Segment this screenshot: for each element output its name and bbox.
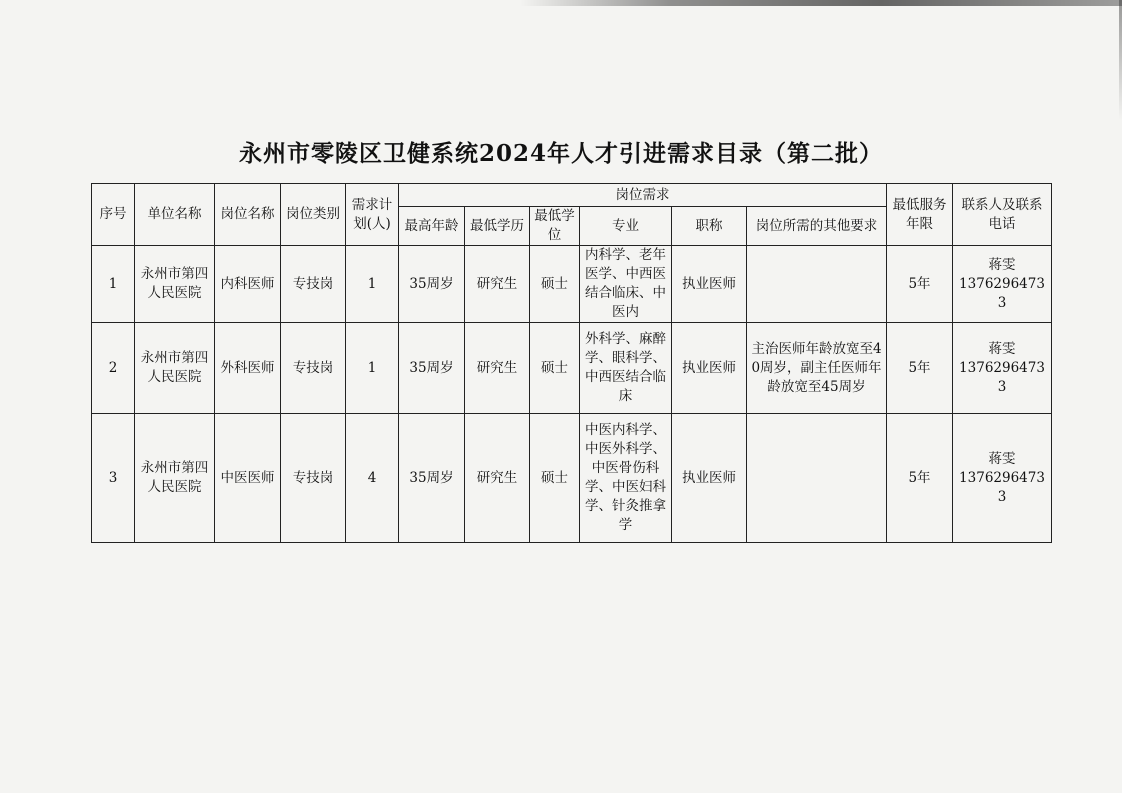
cell-contact bbox=[953, 414, 1052, 543]
cell-title-rank: 执业医师 bbox=[672, 323, 747, 414]
contact-name: 蒋雯 bbox=[988, 256, 1016, 273]
cell-min-service: 5年 bbox=[887, 323, 953, 414]
cell-min-degree: 硕士 bbox=[530, 323, 580, 414]
header-post-type: 岗位类别 bbox=[281, 184, 346, 246]
cell-post-type: 专技岗 bbox=[281, 414, 346, 543]
cell-seq: 1 bbox=[92, 246, 135, 323]
cell-other-req bbox=[747, 246, 887, 323]
cell-min-service: 5年 bbox=[887, 246, 953, 323]
cell-min-edu: 研究生 bbox=[465, 414, 530, 543]
cell-demand: 1 bbox=[346, 323, 399, 414]
cell-contact bbox=[953, 246, 1052, 323]
cell-seq: 3 bbox=[92, 414, 135, 543]
cell-title-rank: 执业医师 bbox=[672, 246, 747, 323]
header-demand: 需求计划(人) bbox=[346, 184, 399, 246]
contact-phone: 13762964733 bbox=[959, 359, 1045, 395]
table-body bbox=[92, 246, 1052, 543]
cell-max-age: 35周岁 bbox=[399, 246, 465, 323]
cell-unit: 永州市第四人民医院 bbox=[135, 246, 215, 323]
cell-post-name: 内科医师 bbox=[215, 246, 281, 323]
cell-min-edu: 研究生 bbox=[465, 246, 530, 323]
header-min-service: 最低服务年限 bbox=[887, 184, 953, 246]
contact-phone: 13762964733 bbox=[959, 469, 1045, 505]
cell-max-age: 35周岁 bbox=[399, 323, 465, 414]
cell-title-rank: 执业医师 bbox=[672, 414, 747, 543]
contact-name: 蒋雯 bbox=[988, 340, 1016, 357]
cell-seq: 2 bbox=[92, 323, 135, 414]
contact-phone: 13762964733 bbox=[959, 275, 1045, 311]
requirements-table bbox=[91, 183, 1052, 543]
header-major: 专业 bbox=[580, 207, 672, 246]
table-row bbox=[92, 414, 1052, 543]
scan-edge-shadow bbox=[520, 0, 1122, 6]
cell-unit: 永州市第四人民医院 bbox=[135, 323, 215, 414]
cell-min-service: 5年 bbox=[887, 414, 953, 543]
header-unit: 单位名称 bbox=[135, 184, 215, 246]
cell-post-type: 专技岗 bbox=[281, 323, 346, 414]
cell-min-degree: 硕士 bbox=[530, 246, 580, 323]
cell-major: 外科学、麻醉学、眼科学、中西医结合临床 bbox=[580, 323, 672, 414]
table-header bbox=[92, 184, 1052, 246]
table-row bbox=[92, 246, 1052, 323]
cell-post-type: 专技岗 bbox=[281, 246, 346, 323]
header-contact: 联系人及联系电话 bbox=[953, 184, 1052, 246]
table-row bbox=[92, 323, 1052, 414]
header-seq: 序号 bbox=[92, 184, 135, 246]
header-min-degree: 最低学位 bbox=[530, 207, 580, 246]
cell-major: 中医内科学、中医外科学、中医骨伤科学、中医妇科学、针灸推拿学 bbox=[580, 414, 672, 543]
header-min-edu: 最低学历 bbox=[465, 207, 530, 246]
cell-max-age: 35周岁 bbox=[399, 414, 465, 543]
header-other-req: 岗位所需的其他要求 bbox=[747, 207, 887, 246]
cell-major: 内科学、老年医学、中西医结合临床、中医内 bbox=[580, 246, 672, 323]
header-title-rank: 职称 bbox=[672, 207, 747, 246]
cell-other-req bbox=[747, 414, 887, 543]
cell-min-degree: 硕士 bbox=[530, 414, 580, 543]
cell-unit: 永州市第四人民医院 bbox=[135, 414, 215, 543]
cell-min-edu: 研究生 bbox=[465, 323, 530, 414]
cell-contact bbox=[953, 323, 1052, 414]
header-requirements-group: 岗位需求 bbox=[399, 184, 887, 207]
cell-demand: 1 bbox=[346, 246, 399, 323]
document-title: 永州市零陵区卫健系统2024年人才引进需求目录（第二批） bbox=[238, 140, 883, 167]
contact-name: 蒋雯 bbox=[988, 450, 1016, 467]
cell-demand: 4 bbox=[346, 414, 399, 543]
cell-other-req: 主治医师年龄放宽至40周岁，副主任医师年龄放宽至45周岁 bbox=[747, 323, 887, 414]
cell-post-name: 外科医师 bbox=[215, 323, 281, 414]
header-post-name: 岗位名称 bbox=[215, 184, 281, 246]
cell-post-name: 中医医师 bbox=[215, 414, 281, 543]
header-max-age: 最高年龄 bbox=[399, 207, 465, 246]
